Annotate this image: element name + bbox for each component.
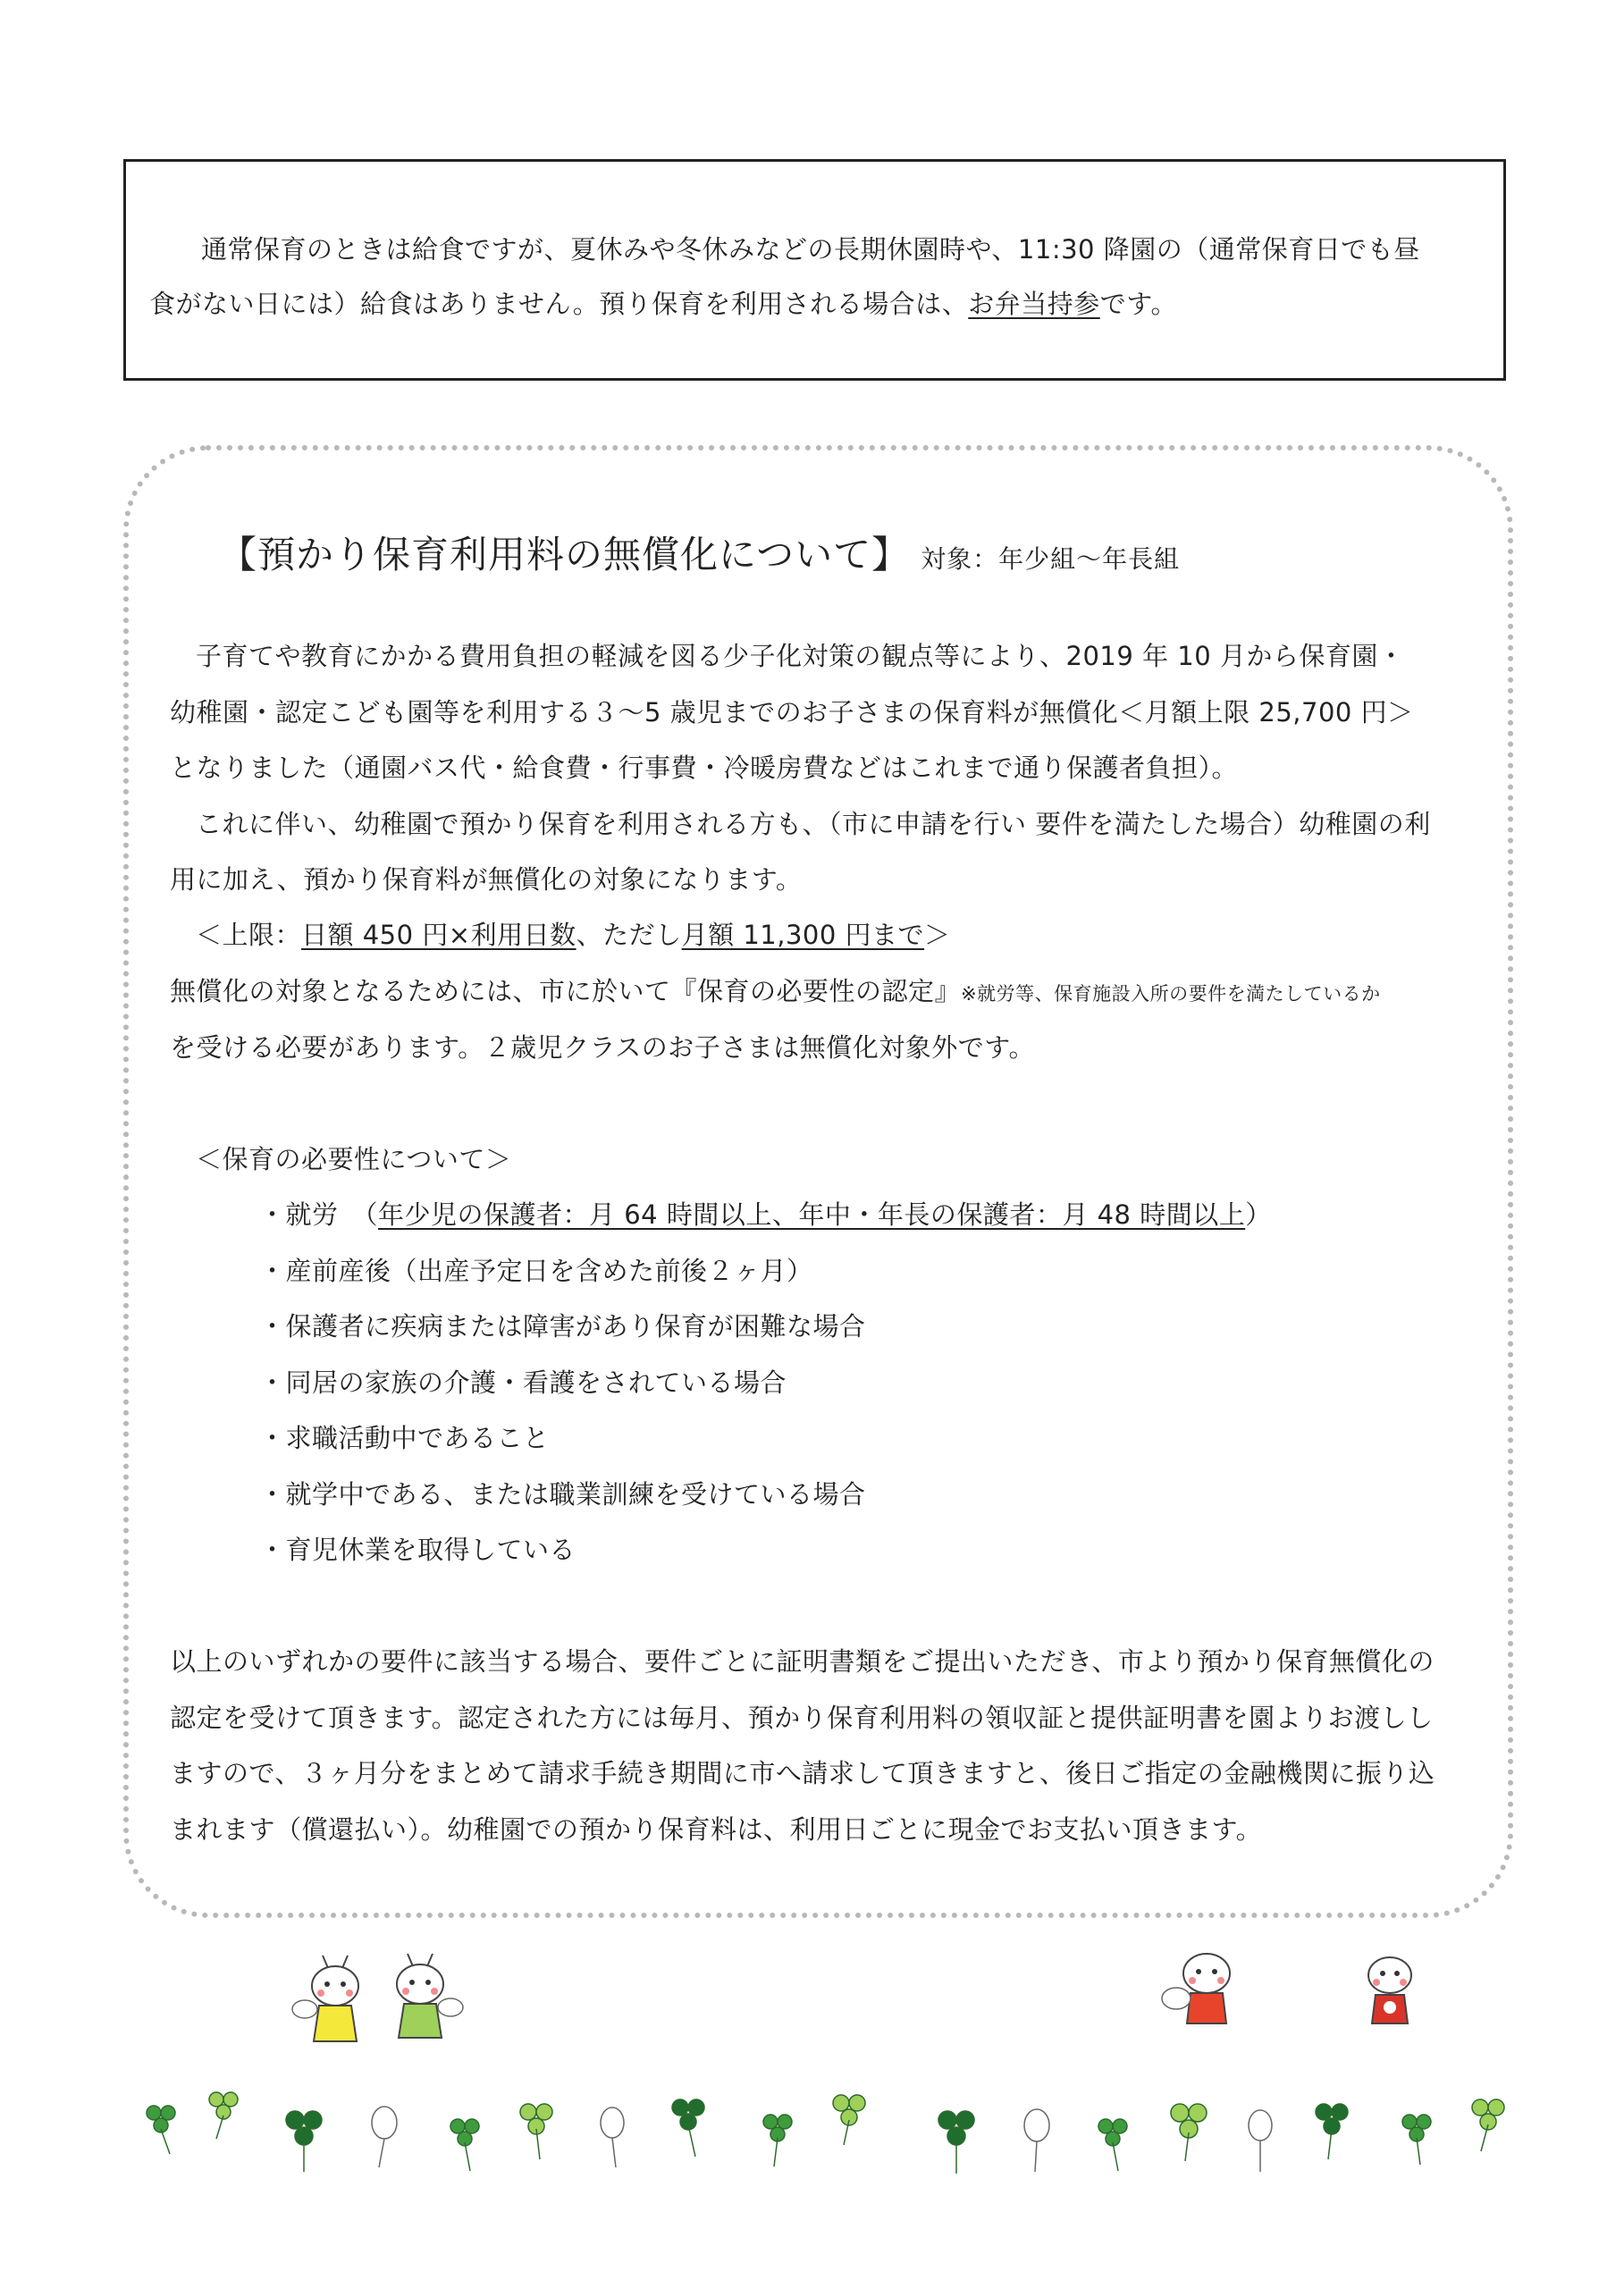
- necessity-item: ・同居の家族の介護・看護をされている場合: [259, 1367, 787, 1398]
- section-title: 【預かり保育利用料の無償化について】 対象：年少組～年長組: [219, 533, 1181, 576]
- para2-line2: 用に加え、預かり保育料が無償化の対象になります。: [170, 864, 803, 895]
- necessity-item: ・就学中である、または職業訓練を受けている場合: [259, 1479, 866, 1510]
- limit-line: ＜上限：日額 450 円×利用日数、ただし月額 11,300 円まで＞: [196, 920, 951, 950]
- necessity-item: ・求職活動中であること: [259, 1423, 550, 1453]
- bug-icon: [1368, 1957, 1411, 2023]
- necessity-item: ・保護者に疾病または障害があり保育が困難な場合: [259, 1311, 866, 1342]
- necessity-heading: ＜保育の必要性について＞: [196, 1144, 512, 1174]
- cert-line1: 無償化の対象となるためには、市に於いて『保育の必要性の認定』※就労等、保育施設入所の要件を満たしているか: [170, 976, 1381, 1006]
- closing-line4: まれます（償還払い）。幼稚園での預かり保育料は、利用日ごとに現金でお支払い頂きます。: [170, 1814, 1263, 1845]
- bug-icon: [397, 1954, 463, 2038]
- cert-footnote: ※就労等、保育施設入所の要件を満たしているか: [961, 983, 1381, 1005]
- necessity-item-work: ・就労 （年少児の保護者：月 64 時間以上、年中・年長の保護者：月 48 時間以上）: [259, 1199, 1272, 1230]
- cert-line2: を受ける必要があります。２歳児クラスのお子さまは無償化対象外です。: [170, 1032, 1035, 1063]
- lunch-notice-box: [123, 159, 1506, 381]
- closing-line3: ますので、３ヶ月分をまとめて請求手続き期間に市へ請求して頂きますと、後日ご指定の金融機関に振り込: [170, 1758, 1435, 1788]
- clover-row: [147, 2092, 1504, 2174]
- closing-line2: 認定を受けて頂きます。認定された方には毎月、預かり保育利用料の領収証と提供証明書を園よりお渡しし: [170, 1703, 1434, 1733]
- bug-icon: [292, 1956, 358, 2041]
- closing-line1: 以上のいずれかの要件に該当する場合、要件ごとに証明書類をご提出いただき、市より預かり保育無償化の: [170, 1646, 1435, 1677]
- necessity-item: ・産前産後（出産予定日を含めた前後２ヶ月）: [259, 1256, 813, 1286]
- para1-line3: となりました（通園バス代・給食費・行事費・冷暖房費などはこれまで通り保護者負担）。: [170, 753, 1239, 783]
- clover-bug-illustration: [0, 1948, 1624, 2288]
- para1-line1: 子育てや教育にかかる費用負担の軽減を図る少子化対策の観点等により、2019 年 10 月から保育園・: [196, 641, 1405, 671]
- para1-line2: 幼稚園・認定こども園等を利用する３～5 歳児までのお子さまの保育料が無償化＜月額上限 25,700 円＞: [170, 697, 1414, 728]
- necessity-item: ・育児休業を取得している: [259, 1535, 576, 1565]
- para2-line1: これに伴い、幼稚園で預かり保育を利用される方も、（市に申請を行い 要件を満たした場合）幼稚園の利: [196, 809, 1431, 839]
- target-label: 対象：年少組～年長組: [921, 544, 1181, 574]
- bug-icon: [1162, 1954, 1230, 2023]
- bring-lunch-emphasis: お弁当持参: [968, 289, 1100, 319]
- lunch-notice-text: 通常保育のときは給食ですが、夏休みや冬休みなどの長期休園時や、11:30 降園の（通常保育日でも昼 食がない日には）給食はありません。預り保育を利用される場合は、お弁当持参です。: [149, 234, 1420, 319]
